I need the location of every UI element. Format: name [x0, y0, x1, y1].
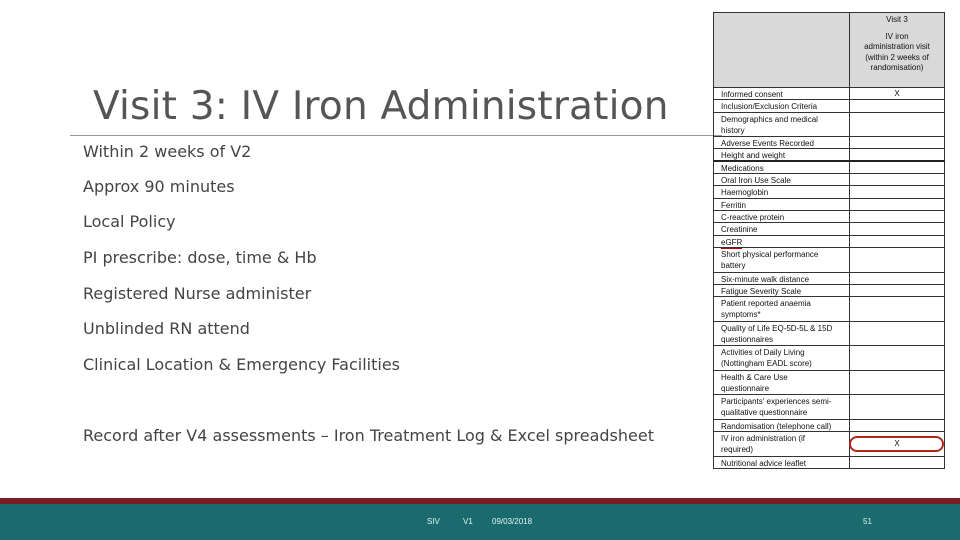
schedule-row: [713, 297, 945, 322]
row-value: [850, 420, 945, 431]
row-label-line: Ferritin: [721, 201, 746, 210]
header-line: randomisation): [870, 63, 924, 72]
schedule-row: [713, 88, 945, 100]
bullet-item: PI prescribe: dose, time & Hb: [83, 248, 317, 267]
row-label-line: Participants' experiences semi-: [721, 397, 832, 406]
row-label: [713, 100, 850, 112]
row-label-line: Creatinine: [721, 225, 758, 234]
schedule-row: [713, 162, 945, 174]
header-line: administration visit: [864, 42, 930, 51]
schedule-row: [713, 322, 945, 346]
row-label: [713, 273, 850, 284]
row-label-line: eGFR: [721, 238, 743, 247]
row-label-line: history: [721, 126, 745, 135]
row-label-line: IV iron administration (if: [721, 434, 806, 443]
schedule-row: [713, 395, 945, 420]
row-value: [850, 162, 945, 173]
row-value: [850, 346, 945, 370]
footer-label: SIV: [427, 517, 440, 526]
row-label: [713, 199, 850, 210]
row-label-line: Health & Care Use: [721, 373, 788, 382]
footer-bar: [0, 504, 960, 540]
row-label-line: Oral Iron Use Scale: [721, 176, 791, 185]
row-value: [850, 211, 945, 222]
row-label-line: qualitative questionnaire: [721, 408, 808, 417]
schedule-row: [713, 346, 945, 371]
schedule-row: [713, 223, 945, 236]
row-label: [713, 297, 850, 321]
row-label-line: Adverse Events Recorded: [721, 139, 814, 148]
row-value: [850, 174, 945, 185]
row-label-line: Medications: [721, 164, 764, 173]
schedule-row: [713, 137, 945, 149]
row-value: [850, 236, 945, 247]
schedule-row: [713, 420, 945, 432]
row-label-line: Quality of Life EQ-5D-5L & 15D: [721, 324, 833, 333]
highlight-oval: [849, 436, 944, 452]
row-value: X: [850, 88, 945, 99]
row-label: [713, 432, 850, 456]
row-value: [850, 297, 945, 321]
row-label-line: Informed consent: [721, 90, 783, 99]
schedule-row: [713, 149, 945, 162]
schedule-row: [713, 211, 945, 223]
row-value: [850, 457, 945, 468]
row-value: [850, 371, 945, 394]
footer-version: V1: [463, 517, 473, 526]
bullet-item: Approx 90 minutes: [83, 177, 235, 196]
row-value: [850, 248, 945, 272]
row-label-line: Randomisation (telephone call): [721, 422, 832, 431]
header-line: (within 2 weeks of: [865, 52, 929, 62]
schedule-header-blank: [713, 12, 850, 88]
row-label-line: battery: [721, 261, 746, 270]
schedule-row: [713, 199, 945, 211]
row-value: [850, 113, 945, 136]
visit-schedule-table: [713, 12, 945, 469]
row-label-line: Short physical performance: [721, 250, 819, 259]
row-label: [713, 395, 850, 419]
row-value: [850, 395, 945, 419]
bullet-item: Registered Nurse administer: [83, 284, 312, 303]
schedule-row: [713, 273, 945, 285]
row-label: [713, 211, 850, 222]
schedule-row: [713, 113, 945, 137]
row-label: [713, 248, 850, 272]
row-label-line: symptoms*: [721, 310, 761, 319]
row-label-line: Activities of Daily Living: [721, 348, 805, 357]
row-value: [850, 137, 945, 148]
bullet-item: Record after V4 assessments – Iron Treatment Log & Excel spreadsheet: [83, 426, 654, 445]
row-label: [713, 137, 850, 148]
bullet-item: Clinical Location & Emergency Facilities: [83, 355, 400, 374]
row-value: [850, 100, 945, 112]
bullet-item: Local Policy: [83, 212, 176, 231]
row-label-line: Nutritional advice leaflet: [721, 459, 806, 468]
row-label-line: required): [721, 445, 754, 454]
row-value: [850, 285, 945, 296]
row-label: [713, 149, 850, 160]
row-value: [850, 186, 945, 198]
row-label: [713, 285, 850, 296]
row-label-line: Patient reported anaemia: [721, 299, 811, 308]
row-label: [713, 162, 850, 173]
row-label-line: Inclusion/Exclusion Criteria: [721, 102, 818, 111]
row-label: [713, 322, 850, 345]
title-divider: [70, 135, 722, 136]
slide-title: Visit 3: IV Iron Administration: [93, 84, 669, 129]
row-label-line: C-reactive protein: [721, 213, 785, 222]
bullet-item: Unblinded RN attend: [83, 319, 250, 338]
row-label-line: questionnaires: [721, 335, 774, 344]
row-label: [713, 346, 850, 370]
row-value: [850, 223, 945, 235]
schedule-row: [713, 371, 945, 395]
row-label: [713, 420, 850, 431]
schedule-row: [713, 174, 945, 186]
schedule-row: [713, 457, 945, 469]
row-label-line: Fatigue Severity Scale: [721, 287, 802, 296]
schedule-row: [713, 248, 945, 273]
schedule-row: [713, 100, 945, 113]
row-label: [713, 186, 850, 198]
row-label: [713, 88, 850, 99]
footer-page-number: 51: [863, 517, 872, 526]
row-label: [713, 223, 850, 235]
header-line: Visit 3: [886, 15, 908, 24]
header-line: IV iron: [885, 31, 909, 41]
row-label: [713, 457, 850, 468]
row-label: [713, 113, 850, 136]
row-label: [713, 236, 850, 247]
row-label-line: Demographics and medical: [721, 115, 818, 124]
row-value: [850, 149, 945, 160]
row-label-line: Haemoglobin: [721, 188, 769, 197]
row-label-line: Six-minute walk distance: [721, 275, 810, 284]
row-label-line: (Nottingham EADL score): [721, 359, 812, 368]
schedule-row: [713, 186, 945, 199]
row-label: [713, 371, 850, 394]
schedule-row: [713, 285, 945, 297]
row-label: [713, 174, 850, 185]
row-label-line: questionnaire: [721, 384, 770, 393]
bullet-item: Within 2 weeks of V2: [83, 142, 252, 161]
row-value: X: [850, 432, 945, 456]
row-value: [850, 322, 945, 345]
schedule-row: [713, 236, 945, 248]
row-label-line: Height and weight: [721, 151, 786, 160]
row-value: [850, 273, 945, 284]
footer-date: 09/03/2018: [492, 517, 533, 526]
schedule-header-visit: [850, 12, 945, 88]
row-value: [850, 199, 945, 210]
